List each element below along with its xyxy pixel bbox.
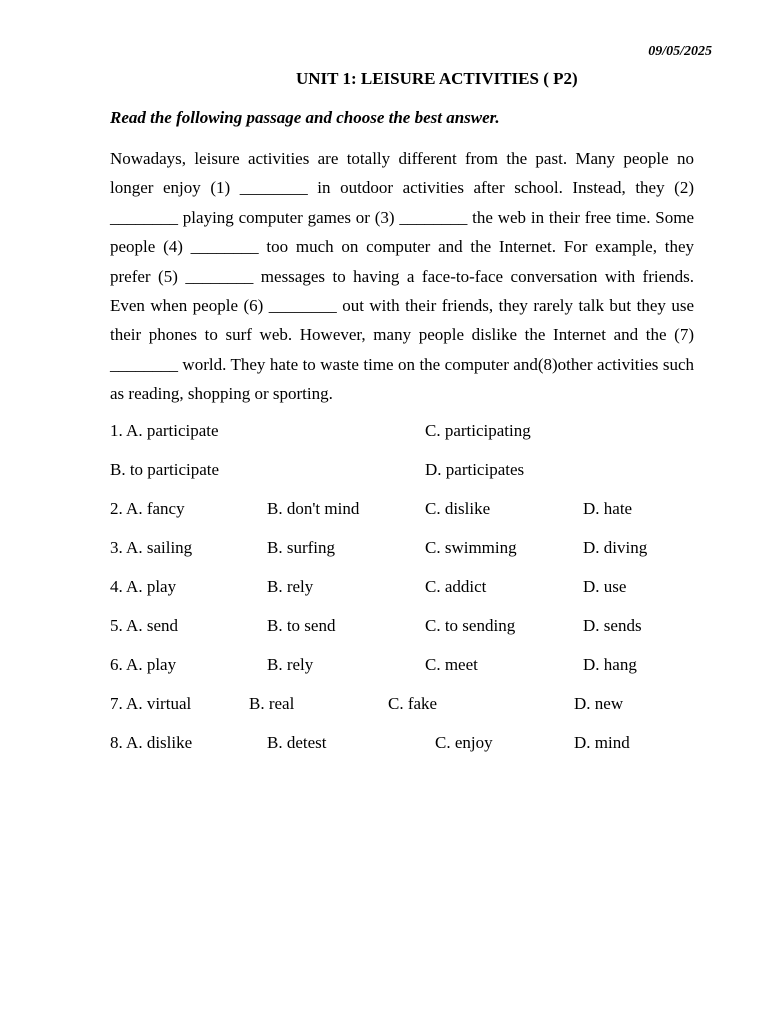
reading-passage: Nowadays, leisure activities are totally different from the past. Many people no longer enjoy (1) ________ in outdoor activities after school. Instead, they (2) ________ playing computer games or (3) ________ the web in their free time. Some people (4) ________ too much on computer and the Internet. For example, they prefer (5) ________ messages to having a face-to-face conversation with friends. Even when people (6) ________ out with their friends, they rarely talk but they use their phones to surf web. However, many people dislike the Internet and the (7) ________ world. They hate to waste time on the computer and(8)other activities such as reading, shopping or sporting. <box>110 149 694 404</box>
option-c: C. participating <box>425 421 531 440</box>
option-b: B. to send <box>267 616 336 635</box>
option-d: D. hang <box>583 655 637 674</box>
question-5 <box>110 616 710 640</box>
option-b: B. don't mind <box>267 499 360 518</box>
option-a: 3. A. sailing <box>110 538 193 557</box>
option-b: B. real <box>249 694 295 713</box>
question-4 <box>110 577 710 601</box>
option-b: B. to participate <box>110 460 220 479</box>
option-b: B. rely <box>267 577 314 596</box>
option-d: D. diving <box>583 538 648 557</box>
option-b: B. detest <box>267 733 327 752</box>
option-d: D. participates <box>425 460 525 479</box>
option-a: 1. A. participate <box>110 421 219 440</box>
question-2 <box>110 499 710 523</box>
question-1-row-1 <box>110 421 710 445</box>
option-c: C. to sending <box>425 616 516 635</box>
option-a: 4. A. play <box>110 577 177 596</box>
option-c: C. dislike <box>425 499 491 518</box>
option-a: 7. A. virtual <box>110 694 192 713</box>
option-d: D. hate <box>583 499 633 518</box>
date-label: 09/05/2025 <box>648 44 712 59</box>
option-d: D. mind <box>574 733 630 752</box>
option-b: B. rely <box>267 655 314 674</box>
option-c: C. meet <box>425 655 478 674</box>
option-a: 6. A. play <box>110 655 177 674</box>
page-title: UNIT 1: LEISURE ACTIVITIES ( P2) <box>296 69 578 88</box>
option-a: 5. A. send <box>110 616 178 635</box>
option-b: B. surfing <box>267 538 335 557</box>
option-c: C. enjoy <box>435 733 493 752</box>
option-d: D. sends <box>583 616 642 635</box>
instruction-text: Read the following passage and choose the best answer. <box>110 108 500 127</box>
option-a: 2. A. fancy <box>110 499 185 518</box>
question-6 <box>110 655 710 679</box>
question-1-row-2 <box>110 460 710 484</box>
option-a: 8. A. dislike <box>110 733 193 752</box>
question-3 <box>110 538 710 562</box>
question-8 <box>110 733 710 757</box>
question-7 <box>110 694 710 718</box>
option-d: D. new <box>574 694 624 713</box>
option-c: C. fake <box>388 694 438 713</box>
option-c: C. swimming <box>425 538 517 557</box>
option-d: D. use <box>583 577 627 596</box>
option-c: C. addict <box>425 577 487 596</box>
